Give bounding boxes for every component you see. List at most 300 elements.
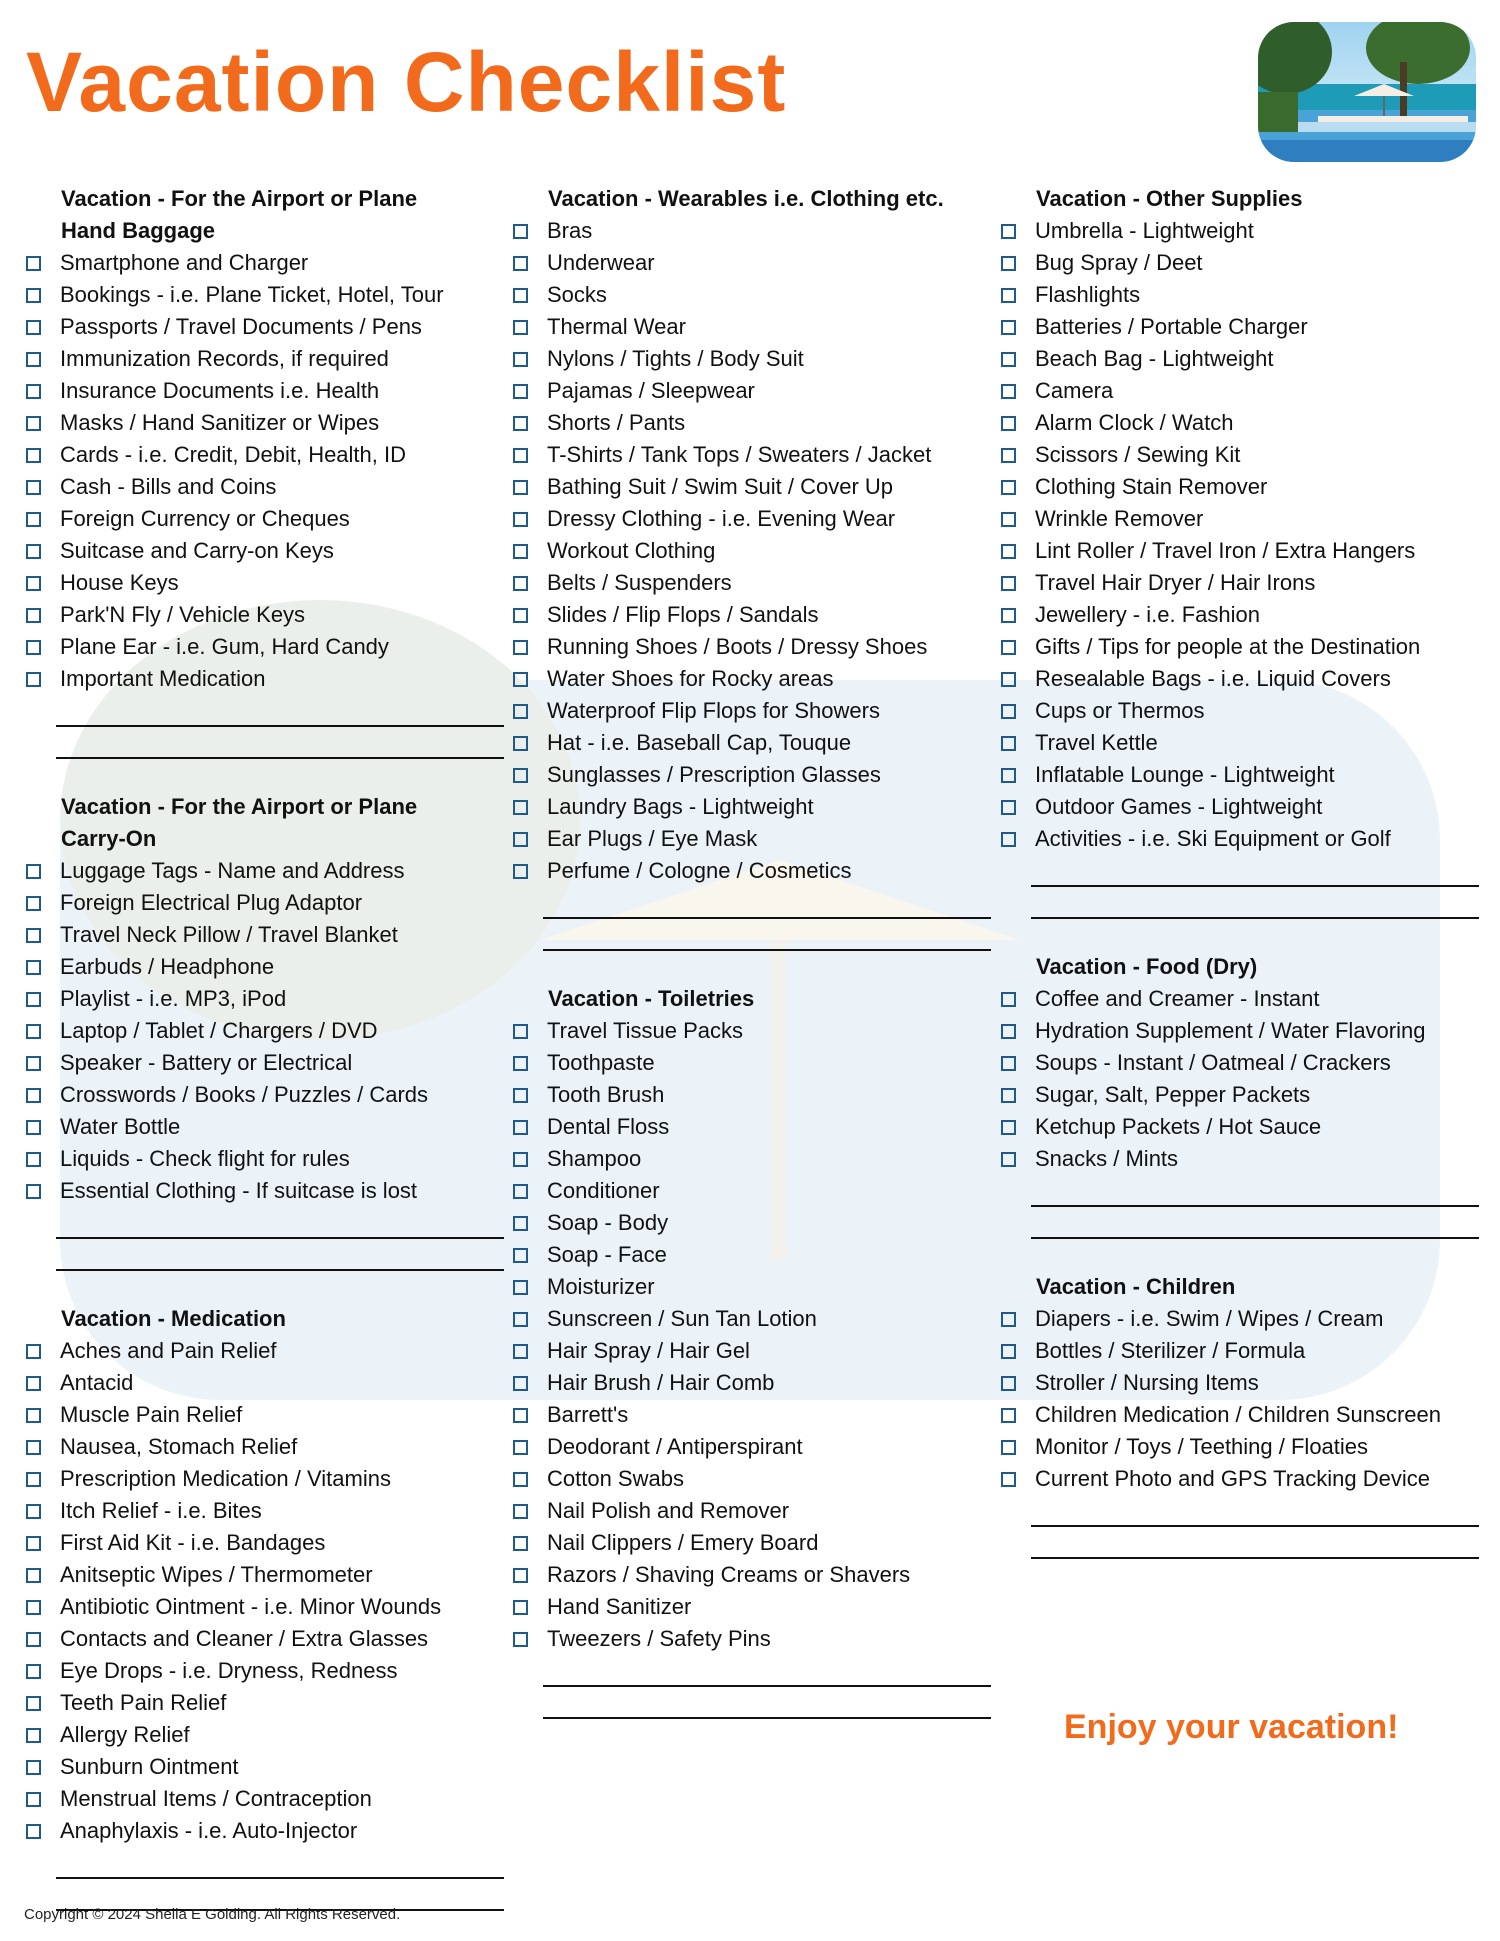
checkbox[interactable]: [513, 448, 528, 463]
checkbox[interactable]: [26, 416, 41, 431]
checkbox[interactable]: [513, 1568, 528, 1583]
checkbox[interactable]: [513, 1184, 528, 1199]
checkbox[interactable]: [513, 800, 528, 815]
checkbox[interactable]: [26, 1792, 41, 1807]
checkbox[interactable]: [513, 288, 528, 303]
checklist-item[interactable]: [26, 1559, 496, 1591]
checklist-item[interactable]: [26, 407, 496, 439]
checklist-item[interactable]: [26, 1623, 496, 1655]
checkbox[interactable]: [513, 1440, 528, 1455]
checklist-item-label: Barrett's: [547, 1402, 629, 1427]
checklist-item[interactable]: [26, 503, 496, 535]
checklist-item-label: Coffee and Creamer - Instant: [1035, 986, 1320, 1011]
checklist-item[interactable]: [1001, 1111, 1471, 1143]
checkbox[interactable]: [1001, 1344, 1016, 1359]
checklist-item[interactable]: [513, 1047, 983, 1079]
checklist-item-label: Bug Spray / Deet: [1035, 250, 1203, 275]
checkbox[interactable]: [26, 1600, 41, 1615]
checklist-item-label: Anaphylaxis - i.e. Auto-Injector: [60, 1818, 358, 1843]
checklist-item[interactable]: [513, 567, 983, 599]
blank-write-in-line[interactable]: [1031, 1207, 1479, 1239]
checklist-item-label: Insurance Documents i.e. Health: [60, 378, 380, 403]
checkbox[interactable]: [1001, 608, 1016, 623]
checklist-item[interactable]: [26, 1079, 496, 1111]
checkbox[interactable]: [26, 1824, 41, 1839]
checklist-item[interactable]: [513, 343, 983, 375]
checklist-item[interactable]: [513, 471, 983, 503]
checkbox[interactable]: [1001, 1440, 1016, 1455]
checklist-item[interactable]: [26, 855, 496, 887]
checkbox[interactable]: [1001, 576, 1016, 591]
checklist-item-label: Contacts and Cleaner / Extra Glasses: [60, 1626, 429, 1651]
checkbox[interactable]: [513, 544, 528, 559]
checklist-item-label: Snacks / Mints: [1035, 1146, 1179, 1171]
checklist-item-label: Soap - Face: [547, 1242, 667, 1267]
checklist-item[interactable]: [26, 663, 496, 695]
checklist-item[interactable]: [26, 887, 496, 919]
checklist-item[interactable]: [1001, 663, 1471, 695]
checklist-item-label: Liquids - Check flight for rules: [60, 1146, 350, 1171]
checklist-item-label: Muscle Pain Relief: [60, 1402, 243, 1427]
checklist-item[interactable]: [1001, 1079, 1471, 1111]
checklist-item[interactable]: [26, 375, 496, 407]
checklist-item[interactable]: [26, 279, 496, 311]
section-title: Vacation - For the Airport or Plane: [61, 794, 418, 819]
checklist-item[interactable]: [513, 1495, 983, 1527]
blank-write-in-line[interactable]: [543, 1655, 991, 1687]
checklist-item[interactable]: [26, 1399, 496, 1431]
blank-write-in-line[interactable]: [1031, 1527, 1479, 1559]
checkbox[interactable]: [1001, 640, 1016, 655]
checklist-item[interactable]: [26, 1687, 496, 1719]
checklist-item-label: Water Bottle: [60, 1114, 181, 1139]
blank-write-in-line[interactable]: [543, 919, 991, 951]
checkbox[interactable]: [1001, 800, 1016, 815]
checklist-item[interactable]: [513, 1527, 983, 1559]
checklist-item[interactable]: [513, 1367, 983, 1399]
checkbox[interactable]: [513, 512, 528, 527]
checkbox[interactable]: [1001, 1408, 1016, 1423]
checkbox[interactable]: [26, 1184, 41, 1199]
checklist-item[interactable]: [513, 759, 983, 791]
checklist-item-label: Playlist - i.e. MP3, iPod: [60, 986, 287, 1011]
checkbox[interactable]: [513, 416, 528, 431]
checklist-item[interactable]: [1001, 1431, 1471, 1463]
checkbox[interactable]: [26, 1120, 41, 1135]
blank-write-in-line[interactable]: [56, 695, 504, 727]
checklist-item-label: Foreign Electrical Plug Adaptor: [60, 890, 363, 915]
checklist-item[interactable]: [1001, 1143, 1471, 1175]
checklist-item[interactable]: [26, 631, 496, 663]
checklist-item[interactable]: [513, 215, 983, 247]
checkbox[interactable]: [26, 1344, 41, 1359]
checkbox[interactable]: [26, 576, 41, 591]
checkbox[interactable]: [513, 1408, 528, 1423]
checklist-item[interactable]: [513, 1207, 983, 1239]
checkbox[interactable]: [513, 864, 528, 879]
checklist-item[interactable]: [513, 439, 983, 471]
checklist-item[interactable]: [513, 855, 983, 887]
checkbox[interactable]: [513, 1248, 528, 1263]
checklist-item[interactable]: [1001, 311, 1471, 343]
checkbox[interactable]: [513, 640, 528, 655]
checkbox[interactable]: [513, 1152, 528, 1167]
checklist-item[interactable]: [1001, 567, 1471, 599]
checkbox[interactable]: [513, 1504, 528, 1519]
checkbox[interactable]: [26, 672, 41, 687]
checklist-item-label: Scissors / Sewing Kit: [1035, 442, 1241, 467]
checklist-item[interactable]: [1001, 1367, 1471, 1399]
checkbox[interactable]: [513, 1216, 528, 1231]
checklist-item[interactable]: [513, 727, 983, 759]
checkbox[interactable]: [1001, 1312, 1016, 1327]
checkbox[interactable]: [513, 768, 528, 783]
checkbox[interactable]: [513, 1472, 528, 1487]
checklist-item[interactable]: [26, 1175, 496, 1207]
closing-message: Enjoy your vacation!: [1064, 1708, 1399, 1746]
checklist-item-label: Travel Hair Dryer / Hair Irons: [1035, 570, 1316, 595]
checkbox[interactable]: [1001, 1088, 1016, 1103]
checkbox[interactable]: [26, 1696, 41, 1711]
checklist-item[interactable]: [26, 1463, 496, 1495]
checklist-item-label: Razors / Shaving Creams or Shavers: [547, 1562, 911, 1587]
checkbox[interactable]: [26, 512, 41, 527]
checkbox[interactable]: [1001, 288, 1016, 303]
checkbox[interactable]: [26, 1056, 41, 1071]
checkbox[interactable]: [513, 704, 528, 719]
checkbox[interactable]: [26, 1568, 41, 1583]
blank-write-in-line[interactable]: [1031, 1175, 1479, 1207]
checkbox[interactable]: [26, 640, 41, 655]
checkbox[interactable]: [1001, 480, 1016, 495]
checklist-item-label: Ketchup Packets / Hot Sauce: [1035, 1114, 1322, 1139]
checkbox[interactable]: [513, 832, 528, 847]
checklist-item[interactable]: [26, 1335, 496, 1367]
checkbox[interactable]: [1001, 1024, 1016, 1039]
checklist-item-label: Pajamas / Sleepwear: [547, 378, 755, 403]
checklist-item[interactable]: [513, 247, 983, 279]
checkbox[interactable]: [1001, 1152, 1016, 1167]
checkbox[interactable]: [1001, 224, 1016, 239]
checklist-item[interactable]: [26, 983, 496, 1015]
checklist-item-label: Moisturizer: [547, 1274, 655, 1299]
blank-write-in-line[interactable]: [56, 1239, 504, 1271]
checklist-item[interactable]: [1001, 1335, 1471, 1367]
checklist-item[interactable]: [1001, 823, 1471, 855]
checkbox[interactable]: [26, 448, 41, 463]
checklist-item[interactable]: [1001, 503, 1471, 535]
checklist-item[interactable]: [26, 1751, 496, 1783]
checkbox[interactable]: [513, 1632, 528, 1647]
checkbox[interactable]: [26, 1408, 41, 1423]
checklist-item[interactable]: [26, 599, 496, 631]
checklist-item[interactable]: [513, 1175, 983, 1207]
section-title: Vacation - Wearables i.e. Clothing etc.: [548, 186, 944, 211]
checkbox[interactable]: [26, 1088, 41, 1103]
checklist-item[interactable]: [26, 1047, 496, 1079]
checklist-item[interactable]: [513, 1463, 983, 1495]
checkbox[interactable]: [26, 1632, 41, 1647]
checkbox[interactable]: [1001, 768, 1016, 783]
checklist-item-label: Inflatable Lounge - Lightweight: [1035, 762, 1335, 787]
checklist-item[interactable]: [26, 439, 496, 471]
checklist-item[interactable]: [26, 567, 496, 599]
checklist-item[interactable]: [26, 1719, 496, 1751]
checkbox[interactable]: [1001, 256, 1016, 271]
checklist-item[interactable]: [1001, 631, 1471, 663]
checklist-item[interactable]: [1001, 1015, 1471, 1047]
checkbox[interactable]: [513, 1344, 528, 1359]
checklist-item[interactable]: [513, 503, 983, 535]
checkbox[interactable]: [1001, 672, 1016, 687]
checkbox[interactable]: [1001, 832, 1016, 847]
checklist-item-label: Allergy Relief: [60, 1722, 190, 1747]
checkbox[interactable]: [513, 576, 528, 591]
checklist-item-label: Children Medication / Children Sunscreen: [1035, 1402, 1441, 1427]
checkbox[interactable]: [26, 1152, 41, 1167]
blank-write-in-line[interactable]: [1031, 887, 1479, 919]
checklist-item-label: Diapers - i.e. Swim / Wipes / Cream: [1035, 1306, 1384, 1331]
checkbox[interactable]: [1001, 1472, 1016, 1487]
checklist-item[interactable]: [513, 631, 983, 663]
checkbox[interactable]: [26, 288, 41, 303]
checklist-item-label: Flashlights: [1035, 282, 1141, 307]
checklist-item[interactable]: [26, 1815, 496, 1847]
checklist-item-label: Sunscreen / Sun Tan Lotion: [547, 1306, 817, 1331]
checklist-item[interactable]: [26, 1495, 496, 1527]
checkbox[interactable]: [26, 1504, 41, 1519]
beach-resort-photo: [1258, 22, 1476, 162]
checkbox[interactable]: [26, 960, 41, 975]
checkbox[interactable]: [26, 480, 41, 495]
checkbox[interactable]: [1001, 448, 1016, 463]
checkbox[interactable]: [1001, 1056, 1016, 1071]
checklist-item[interactable]: [513, 663, 983, 695]
section-title: Vacation - Other Supplies: [1036, 186, 1303, 211]
checklist-item[interactable]: [513, 1143, 983, 1175]
checklist-item[interactable]: [26, 1591, 496, 1623]
checkbox[interactable]: [1001, 1120, 1016, 1135]
checklist-item[interactable]: [513, 1399, 983, 1431]
checklist-item-label: Cups or Thermos: [1035, 698, 1205, 723]
blank-write-in-line[interactable]: [543, 1687, 991, 1719]
checklist-item[interactable]: [513, 823, 983, 855]
checklist-item[interactable]: [1001, 759, 1471, 791]
checklist-item[interactable]: [513, 535, 983, 567]
checklist-item[interactable]: [513, 1623, 983, 1655]
checkbox[interactable]: [513, 384, 528, 399]
checkbox[interactable]: [26, 992, 41, 1007]
checklist-item[interactable]: [513, 1303, 983, 1335]
checklist-item[interactable]: [513, 1335, 983, 1367]
checklist-item[interactable]: [513, 1559, 983, 1591]
checklist-item[interactable]: [1001, 407, 1471, 439]
checklist-item[interactable]: [1001, 535, 1471, 567]
checklist-item[interactable]: [26, 1431, 496, 1463]
blank-write-in-line[interactable]: [56, 1847, 504, 1879]
checklist-item[interactable]: [1001, 247, 1471, 279]
checklist-item[interactable]: [1001, 1399, 1471, 1431]
checkbox[interactable]: [1001, 992, 1016, 1007]
checklist-item[interactable]: [1001, 343, 1471, 375]
blank-write-in-line[interactable]: [1031, 855, 1479, 887]
checklist-item-label: T-Shirts / Tank Tops / Sweaters / Jacket: [547, 442, 932, 467]
checklist-item-label: Luggage Tags - Name and Address: [60, 858, 405, 883]
checkbox[interactable]: [513, 608, 528, 623]
checkbox[interactable]: [513, 1120, 528, 1135]
checkbox[interactable]: [513, 256, 528, 271]
checkbox[interactable]: [1001, 512, 1016, 527]
checklist-item[interactable]: [26, 471, 496, 503]
checklist-item[interactable]: [1001, 471, 1471, 503]
checklist-item-label: Ear Plugs / Eye Mask: [547, 826, 758, 851]
checklist-item[interactable]: [513, 375, 983, 407]
checkbox[interactable]: [26, 1472, 41, 1487]
checklist-item-label: Cash - Bills and Coins: [60, 474, 277, 499]
checklist-section: [513, 983, 983, 1719]
checklist-item[interactable]: [26, 535, 496, 567]
blank-write-in-line[interactable]: [543, 887, 991, 919]
checklist-item[interactable]: [513, 1271, 983, 1303]
checklist-item[interactable]: [26, 247, 496, 279]
checkbox[interactable]: [513, 224, 528, 239]
checklist-item[interactable]: [513, 599, 983, 631]
checklist-item[interactable]: [513, 1015, 983, 1047]
checkbox[interactable]: [26, 896, 41, 911]
checklist-item-label: Essential Clothing - If suitcase is lost: [60, 1178, 418, 1203]
checkbox[interactable]: [513, 1312, 528, 1327]
checklist-item[interactable]: [1001, 599, 1471, 631]
checkbox[interactable]: [1001, 736, 1016, 751]
blank-write-in-line[interactable]: [56, 1207, 504, 1239]
checkbox[interactable]: [1001, 704, 1016, 719]
section-title: Vacation - Food (Dry): [1036, 954, 1258, 979]
checklist-item[interactable]: [1001, 727, 1471, 759]
checklist-item[interactable]: [26, 1783, 496, 1815]
checkbox[interactable]: [513, 1600, 528, 1615]
checkbox[interactable]: [513, 1376, 528, 1391]
checklist-item[interactable]: [513, 311, 983, 343]
checkbox[interactable]: [1001, 352, 1016, 367]
copyright-notice: Copyright © 2024 Sheila E Golding. All Rights Reserved.: [24, 1906, 401, 1923]
checklist-item-label: Hat - i.e. Baseball Cap, Touque: [547, 730, 852, 755]
checklist-item[interactable]: [513, 1431, 983, 1463]
checkbox[interactable]: [1001, 320, 1016, 335]
checkbox[interactable]: [513, 1056, 528, 1071]
checklist-item[interactable]: [513, 695, 983, 727]
checkbox[interactable]: [26, 320, 41, 335]
checklist-item[interactable]: [1001, 983, 1471, 1015]
checkbox[interactable]: [513, 1088, 528, 1103]
checklist-item[interactable]: [26, 1015, 496, 1047]
checklist-item[interactable]: [1001, 1463, 1471, 1495]
checkbox[interactable]: [1001, 1376, 1016, 1391]
checklist-item-label: Workout Clothing: [547, 538, 716, 563]
checklist-item[interactable]: [1001, 215, 1471, 247]
checklist-section: [513, 183, 983, 983]
blank-write-in-line[interactable]: [56, 727, 504, 759]
checklist-item[interactable]: [1001, 439, 1471, 471]
checklist-section: [26, 183, 496, 791]
blank-write-in-line[interactable]: [1031, 1495, 1479, 1527]
checklist-item[interactable]: [1001, 279, 1471, 311]
checkbox[interactable]: [26, 1440, 41, 1455]
checkbox[interactable]: [1001, 384, 1016, 399]
checklist-item[interactable]: [26, 1655, 496, 1687]
checkbox[interactable]: [26, 1760, 41, 1775]
checkbox[interactable]: [26, 544, 41, 559]
checklist-item[interactable]: [513, 1239, 983, 1271]
checklist-item[interactable]: [513, 407, 983, 439]
checklist-item[interactable]: [513, 279, 983, 311]
checklist-item[interactable]: [513, 791, 983, 823]
checkbox[interactable]: [26, 256, 41, 271]
checkbox[interactable]: [26, 608, 41, 623]
checklist-item[interactable]: [26, 343, 496, 375]
checkbox[interactable]: [26, 928, 41, 943]
checklist-item-label: Speaker - Battery or Electrical: [60, 1050, 353, 1075]
checkbox[interactable]: [513, 352, 528, 367]
checklist-item[interactable]: [26, 919, 496, 951]
checklist-item[interactable]: [513, 1111, 983, 1143]
checklist-item[interactable]: [1001, 1303, 1471, 1335]
checkbox[interactable]: [26, 1024, 41, 1039]
checklist-item[interactable]: [1001, 695, 1471, 727]
checklist-item-label: Aches and Pain Relief: [60, 1338, 277, 1363]
checklist-item-label: Lint Roller / Travel Iron / Extra Hangers: [1035, 538, 1416, 563]
checkbox[interactable]: [513, 1536, 528, 1551]
checkbox[interactable]: [513, 480, 528, 495]
checklist-item[interactable]: [26, 951, 496, 983]
checklist-item[interactable]: [26, 1527, 496, 1559]
checkbox[interactable]: [1001, 416, 1016, 431]
checkbox[interactable]: [513, 1280, 528, 1295]
checklist-item-label: Important Medication: [60, 666, 266, 691]
checkbox[interactable]: [513, 1024, 528, 1039]
checklist-item[interactable]: [1001, 791, 1471, 823]
section-title: Vacation - Medication: [61, 1306, 286, 1331]
checkbox[interactable]: [513, 320, 528, 335]
checkbox[interactable]: [513, 736, 528, 751]
checklist-item-label: Travel Neck Pillow / Travel Blanket: [60, 922, 398, 947]
checklist-item[interactable]: [1001, 375, 1471, 407]
checklist-item[interactable]: [26, 1143, 496, 1175]
checklist-item[interactable]: [26, 1111, 496, 1143]
checklist-items: [1001, 1303, 1471, 1495]
checkbox[interactable]: [26, 1664, 41, 1679]
checkbox[interactable]: [26, 864, 41, 879]
checkbox[interactable]: [26, 352, 41, 367]
checkbox[interactable]: [26, 384, 41, 399]
checkbox[interactable]: [1001, 544, 1016, 559]
checklist-item-label: Cards - i.e. Credit, Debit, Health, ID: [60, 442, 407, 467]
checklist-item-label: Bottles / Sterilizer / Formula: [1035, 1338, 1306, 1363]
section-title: Vacation - For the Airport or Plane: [61, 186, 418, 211]
checklist-item-label: House Keys: [60, 570, 179, 595]
checklist-item[interactable]: [26, 311, 496, 343]
checkbox[interactable]: [26, 1728, 41, 1743]
checklist-item[interactable]: [26, 1367, 496, 1399]
checklist-item-label: Stroller / Nursing Items: [1035, 1370, 1259, 1395]
checklist-item-label: Earbuds / Headphone: [60, 954, 275, 979]
checklist-item[interactable]: [513, 1591, 983, 1623]
checkbox[interactable]: [513, 672, 528, 687]
checklist-item-label: Crosswords / Books / Puzzles / Cards: [60, 1082, 429, 1107]
checklist-item[interactable]: [1001, 1047, 1471, 1079]
checkbox[interactable]: [26, 1536, 41, 1551]
checkbox[interactable]: [26, 1376, 41, 1391]
checklist-item[interactable]: [513, 1079, 983, 1111]
